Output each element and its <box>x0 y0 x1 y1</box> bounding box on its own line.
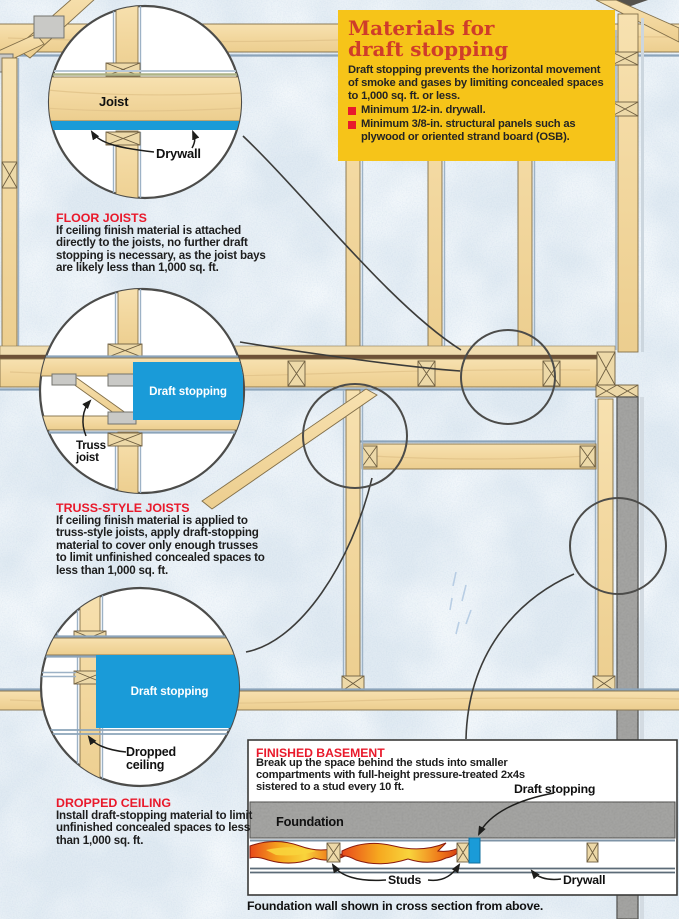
dropped-ceiling-heading: DROPPED CEILING <box>56 796 171 810</box>
label-foundation: Foundation <box>276 814 344 829</box>
section-floor-joists <box>56 211 274 275</box>
info-box-bullet-2: Minimum 3/8-in. structural panels such as plywood or oriented strand board (OSB). <box>348 118 605 144</box>
info-box-title-line1: Materials for <box>348 16 495 40</box>
bullet-square-icon <box>348 107 356 115</box>
truss-style-joists-body: If ceiling finish material is applied to truss-style joists, apply draft-stopping material to cover only enough trusses to limit unfinished concealed spaces to less than 1,000 sq. ft. <box>56 514 265 577</box>
materials-info-box <box>338 10 615 161</box>
label-drywall-basement: Drywall <box>563 873 606 887</box>
basement-heading: FINISHED BASEMENT <box>256 746 385 760</box>
info-box-body: Draft stopping prevents the horizontal movement of smoke and gases by limiting concealed spaces to 1,000 sq. ft. or less. <box>348 64 604 103</box>
label-drywall-circle1: Drywall <box>156 146 201 161</box>
label-dropped-ceiling: Dropped ceiling <box>126 745 176 772</box>
section-truss-style-joists <box>56 501 270 577</box>
label-joist: Joist <box>99 94 129 109</box>
basement-stud-2 <box>457 843 469 862</box>
bullet-square-icon <box>348 121 356 129</box>
dropped-ceiling-body: Install draft-stopping material to limit unfinished concealed spaces to less than 1,000 sq. ft. <box>56 809 253 847</box>
info-box-title-line2: draft stopping <box>348 36 509 61</box>
label-draft-stopping-basement: Draft stopping <box>514 782 596 796</box>
lower-beam <box>360 442 596 470</box>
basement-stud-3 <box>587 843 598 862</box>
label-draft-stopping-circle3: Draft stopping <box>130 685 209 698</box>
info-box-bullet-1: Minimum 1/2-in. drywall. <box>348 104 605 117</box>
left-edge-stud <box>2 58 19 352</box>
basement-body: Break up the space behind the studs into smaller compartments with full-height pressure-treated 2x4s sistered to a stud every 10 ft. <box>256 757 525 793</box>
caption: Foundation wall shown in cross section from above. <box>247 899 544 913</box>
label-draft-stopping-circle2: Draft stopping <box>149 384 227 398</box>
basement-stud-1 <box>327 843 340 862</box>
label-truss-joist: Truss joist <box>76 439 106 464</box>
label-studs: Studs <box>388 873 422 887</box>
section-dropped-ceiling <box>56 796 262 847</box>
floor-joists-body: If ceiling finish material is attached directly to the joists, no further draft stopping is necessary, as the joist bays are likely less than 1,000 sq. ft. <box>56 224 266 275</box>
floor-joists-heading: FLOOR JOISTS <box>56 211 147 225</box>
basement-draft-stop <box>469 838 480 863</box>
truss-style-joists-heading: TRUSS-STYLE JOISTS <box>56 501 190 515</box>
